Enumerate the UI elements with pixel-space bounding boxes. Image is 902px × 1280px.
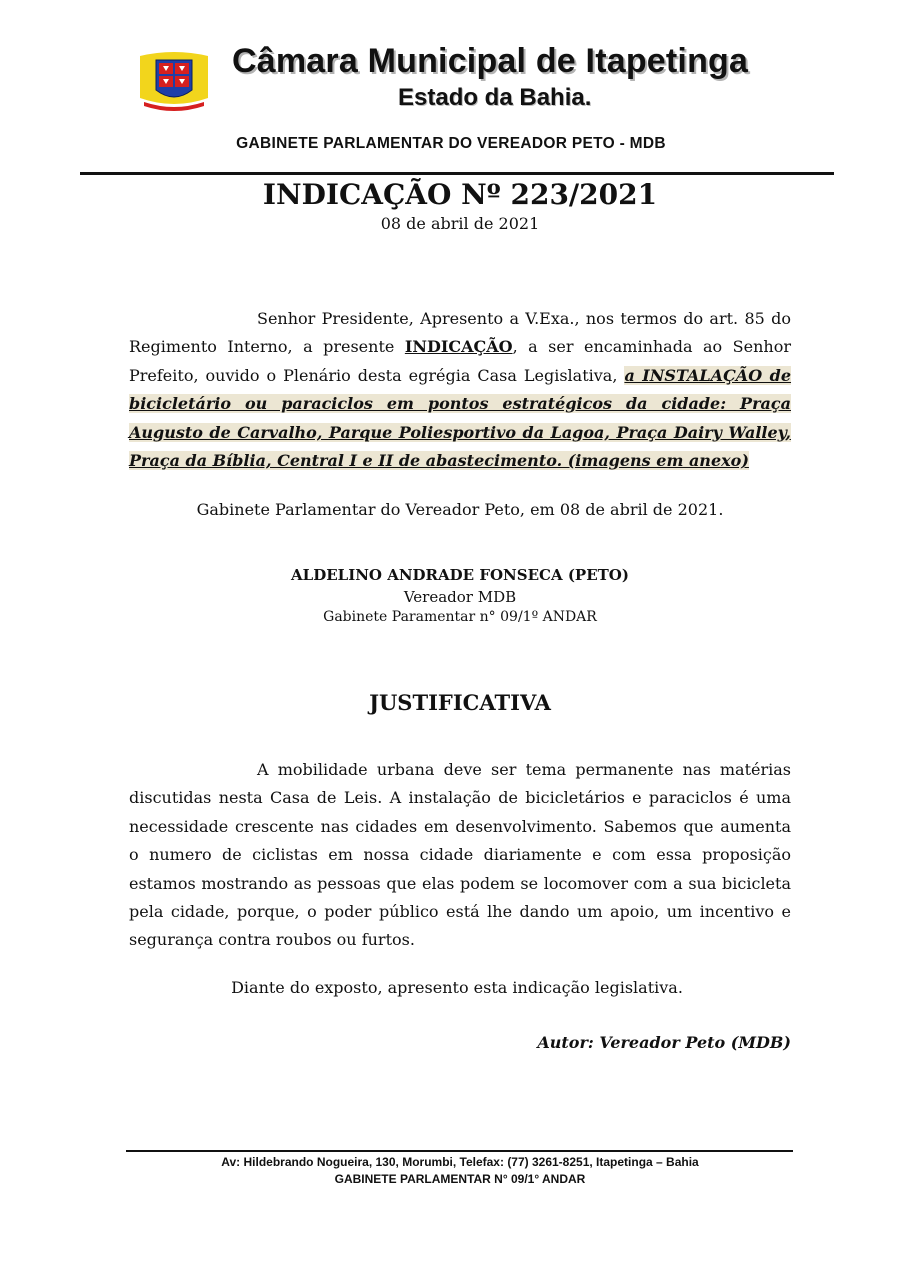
justification-paragraph: [129, 756, 791, 955]
signatory-role: Vereador MDB: [403, 588, 517, 606]
document-date: 08 de abril de 2021: [380, 214, 540, 233]
signatory-office: Gabinete Paramentar n° 09/1º ANDAR: [323, 609, 597, 625]
document-title: INDICAÇÃO Nº 223/2021: [262, 178, 658, 211]
place-date: Gabinete Parlamentar do Vereador Peto, em 08 de abril de 2021.: [196, 500, 724, 519]
footer-office: GABINETE PARLAMENTAR N° 09/1° ANDAR: [334, 1172, 586, 1186]
chamber-title: Câmara Municipal de Itapetinga: [232, 42, 749, 80]
state-line: Estado da Bahia.: [398, 84, 592, 111]
indication-text-part1: Senhor Presidente, Apresento a V.Exa., nos termos do art. 85 do Regimento Interno, a presente: [129, 309, 791, 357]
indication-highlight: a INSTALAÇÃO de bicicletário ou paraciclos em pontos estratégicos da cidade: Praça Augusto de Carvalho, Parque Poliesportivo da Lagoa, Praça Dairy Walley, Praça da Bíblia, Central I e II de abastecimento. (imagens em anexo): [129, 365, 792, 471]
indication-keyword: INDICAÇÃO: [404, 337, 513, 357]
header-divider: [80, 172, 834, 175]
cabinet-header: GABINETE PARLAMENTAR DO VEREADOR PETO - MDB: [236, 135, 666, 152]
author-line: Autor: Vereador Peto (MDB): [537, 1033, 791, 1052]
municipal-coat-of-arms-icon: [134, 50, 214, 116]
justification-text: A mobilidade urbana deve ser tema permanente nas matérias discutidas nesta Casa de Leis. A instalação de bicicletários e paraciclos é uma necessidade crescente nas cidades em desenvolvimento. Sabemos que aumenta o numero de ciclistas em nossa cidade diariamente e com essa proposição estamos mostrando as pessoas que elas podem se locomover com a sua bicicleta pela cidade, porque, o poder público está lhe dando um apoio, um incentivo e segurança contra roubos ou furtos.: [129, 760, 791, 950]
signatory-name: ALDELINO ANDRADE FONSECA (PETO): [291, 566, 629, 584]
footer-address: Av: Hildebrando Nogueira, 130, Morumbi, Telefax: (77) 3261-8251, Itapetinga – Bahia: [221, 1155, 699, 1169]
justification-title: JUSTIFICATIVA: [369, 690, 551, 715]
closing-line: Diante do exposto, apresento esta indicação legislativa.: [231, 978, 683, 997]
indication-paragraph: [129, 305, 791, 475]
indication-text-part2: , a ser encaminhada ao Senhor Prefeito, ouvido o Plenário desta egrégia Casa Legislativa,: [129, 337, 791, 385]
footer-divider: [126, 1150, 793, 1152]
